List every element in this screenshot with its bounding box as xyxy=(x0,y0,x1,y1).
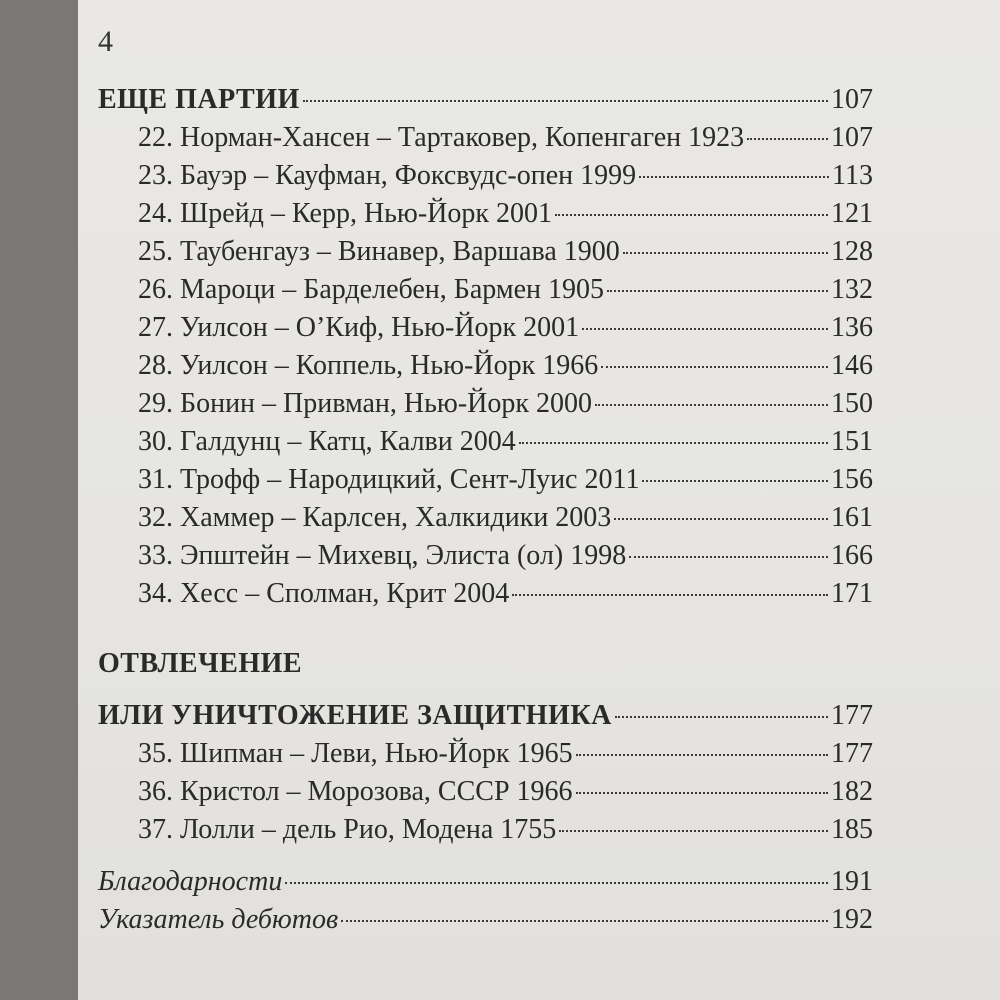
toc-page-number: 132 xyxy=(831,274,873,305)
toc-entry xyxy=(98,157,873,195)
toc-page-number: 121 xyxy=(831,198,873,229)
toc-page-number: 192 xyxy=(831,904,873,935)
toc-page-number: 136 xyxy=(831,312,873,343)
book-page xyxy=(78,0,1000,1000)
toc-page-number: 182 xyxy=(831,776,873,807)
toc-page-number: 185 xyxy=(831,814,873,845)
dot-leader xyxy=(615,716,828,718)
dot-leader xyxy=(582,328,828,330)
toc-entry-title: 26. Мароци – Барделебен, Бармен 1905 xyxy=(138,274,605,305)
toc-page-number: 113 xyxy=(832,160,873,191)
toc-page-number: 177 xyxy=(831,738,873,769)
dot-leader xyxy=(595,404,828,406)
toc-page-number: 146 xyxy=(831,350,873,381)
toc-section-title: ЕЩЕ ПАРТИИ xyxy=(98,84,300,115)
toc-entry-title: Указатель дебютов xyxy=(98,904,339,935)
toc-entry xyxy=(98,537,873,575)
toc-page-number: 151 xyxy=(831,426,873,457)
toc-entry-title: 23. Бауэр – Кауфман, Фоксвудс-опен 1999 xyxy=(138,160,637,191)
dot-leader xyxy=(555,214,828,216)
dot-leader xyxy=(623,252,828,254)
dot-leader xyxy=(559,830,828,832)
page-number: 4 xyxy=(98,25,113,58)
dot-leader xyxy=(303,100,828,102)
toc-entry xyxy=(98,309,873,347)
toc-back-matter-entry xyxy=(98,863,873,901)
toc-entry xyxy=(98,195,873,233)
toc-page-number: 107 xyxy=(831,122,873,153)
dot-leader xyxy=(607,290,828,292)
toc-entry-title: 37. Лолли – дель Рио, Модена 1755 xyxy=(138,814,557,845)
toc-entry xyxy=(98,347,873,385)
toc-entry xyxy=(98,773,873,811)
toc-entry xyxy=(98,119,873,157)
toc-section-heading xyxy=(98,81,873,119)
dot-leader xyxy=(341,920,828,922)
dot-leader xyxy=(629,556,828,558)
toc-entry-title: 27. Уилсон – О’Киф, Нью-Йорк 2001 xyxy=(138,312,580,343)
toc-entry-title: 31. Трофф – Народицкий, Сент-Луис 2011 xyxy=(138,464,640,495)
toc-entry-title: Благодарности xyxy=(98,866,283,897)
toc-entry-title: 24. Шрейд – Керр, Нью-Йорк 2001 xyxy=(138,198,552,229)
toc-entry xyxy=(98,499,873,537)
toc-entry xyxy=(98,423,873,461)
toc-page-number: 166 xyxy=(831,540,873,571)
toc-entry xyxy=(98,735,873,773)
toc-page-number: 161 xyxy=(831,502,873,533)
toc-entry xyxy=(98,233,873,271)
toc-entry-title: 29. Бонин – Привман, Нью-Йорк 2000 xyxy=(138,388,592,419)
toc-entry-title: 28. Уилсон – Коппель, Нью-Йорк 1966 xyxy=(138,350,599,381)
toc-entry-title: 35. Шипман – Леви, Нью-Йорк 1965 xyxy=(138,738,573,769)
toc-page-number: 171 xyxy=(831,578,873,609)
dot-leader xyxy=(519,442,828,444)
toc-back-matter-entry xyxy=(98,901,873,939)
toc-page-number: 156 xyxy=(831,464,873,495)
toc-entry-title: 25. Таубенгауз – Винавер, Варшава 1900 xyxy=(138,236,620,267)
toc-page-number: 177 xyxy=(831,700,873,731)
toc-entry-title: 34. Хесс – Сполман, Крит 2004 xyxy=(138,578,510,609)
dot-leader xyxy=(747,138,828,140)
dot-leader xyxy=(576,792,828,794)
toc-section-title-line1: ОТВЛЕЧЕНИЕ xyxy=(98,648,303,679)
dot-leader xyxy=(576,754,828,756)
toc-entry xyxy=(98,271,873,309)
dot-leader xyxy=(614,518,828,520)
toc-page-number: 150 xyxy=(831,388,873,419)
toc-entry-title: 33. Эпштейн – Михевц, Элиста (ол) 1998 xyxy=(138,540,627,571)
toc-section-title: ИЛИ УНИЧТОЖЕНИЕ ЗАЩИТНИКА xyxy=(98,700,612,731)
dot-leader xyxy=(285,882,828,884)
dot-leader xyxy=(639,176,829,178)
toc-entry-title: 22. Норман-Хансен – Тартаковер, Копенгаген 1923 xyxy=(138,122,745,153)
toc-page-number: 191 xyxy=(831,866,873,897)
toc-entry-title: 30. Галдунц – Катц, Калви 2004 xyxy=(138,426,516,457)
dot-leader xyxy=(601,366,828,368)
dot-leader xyxy=(512,594,828,596)
toc-section-heading xyxy=(98,697,873,735)
toc-entry-title: 36. Кристол – Морозова, СССР 1966 xyxy=(138,776,573,807)
toc-page-number: 128 xyxy=(831,236,873,267)
toc-page-number: 107 xyxy=(831,84,873,115)
toc-entry xyxy=(98,811,873,849)
dot-leader xyxy=(642,480,828,482)
toc-entry xyxy=(98,385,873,423)
toc-entry xyxy=(98,461,873,499)
toc-entry xyxy=(98,575,873,613)
toc-entry-title: 32. Хаммер – Карлсен, Халкидики 2003 xyxy=(138,502,612,533)
